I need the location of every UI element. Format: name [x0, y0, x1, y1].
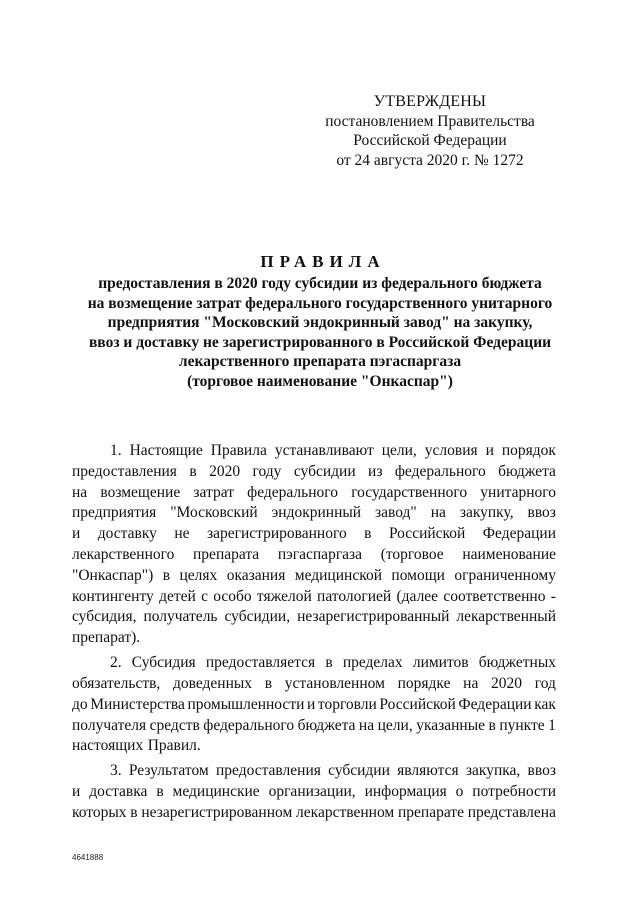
- paragraph-line: получателя средств федерального бюджета на цели, указанные в пункте 1: [72, 716, 556, 734]
- paragraph-line: субсидия, получатель субсидии, незарегистрированный лекарственный: [72, 608, 556, 626]
- document-subtitle: [40, 274, 600, 391]
- approval-heading: УТВЕРЖДЕНЫ: [373, 93, 487, 110]
- paragraph-line: 1. Настоящие Правила устанавливают цели, условия и порядок: [110, 442, 556, 459]
- paragraph-line: и доставка в медицинские организации, информация о потребности: [72, 783, 556, 801]
- document-title: ПРАВИЛА: [260, 252, 386, 271]
- paragraph-line: настоящих Правил.: [72, 737, 201, 755]
- paragraph-line: лекарственного препарата пэгаспаргаза (торговое наименование: [72, 545, 556, 563]
- subtitle-line: лекарственного препарата пэгаспаргаза: [178, 353, 462, 370]
- paragraph-line: до Министерства промышленности и торговли Российской Федерации как: [72, 695, 556, 713]
- subtitle-line: предоставления в 2020 году субсидии из федерального бюджета: [98, 275, 542, 292]
- paragraph-line: контингенту детей с особо тяжелой патологией (далее соответственно -: [72, 587, 556, 605]
- paragraph-line: предприятия "Московский эндокринный завод" на закупку, ввоз: [72, 504, 556, 522]
- approval-line-1: постановлением Правительства: [325, 112, 535, 130]
- approval-block: [310, 92, 550, 170]
- paragraph: [72, 761, 556, 823]
- paragraph-line: предоставления в 2020 году субсидии из федерального бюджета: [72, 462, 556, 480]
- paragraph-line: "Онкаспар") в целях оказания медицинской помощи ограниченному: [72, 566, 556, 584]
- subtitle-line: ввоз и доставку не зарегистрированного в Российской Федерации: [88, 333, 552, 351]
- paragraph: [72, 653, 556, 757]
- paragraph: [72, 441, 556, 649]
- approval-line-2: Российской Федерации: [353, 132, 507, 149]
- subtitle-line: на возмещение затрат федерального государственного унитарного: [87, 294, 553, 312]
- subtitle-line: (торговое наименование "Онкаспар"): [187, 372, 453, 390]
- paragraph-line: препарат).: [72, 629, 141, 647]
- document-body: [72, 441, 556, 824]
- paragraph-line: на возмещение затрат федерального государственного унитарного: [72, 483, 556, 501]
- subtitle-line: предприятия "Московский эндокринный завод" на закупку,: [107, 314, 533, 331]
- paragraph-line: которых в незарегистрированном лекарственном препарате представлена: [72, 803, 556, 821]
- approval-line-3: от 24 августа 2020 г. № 1272: [336, 151, 524, 169]
- paragraph-line: обязательств, доведенных в установленном порядке на 2020 год: [72, 674, 556, 692]
- document-code: 4641888: [72, 853, 104, 862]
- paragraph-line: и доставку не зарегистрированного в Российской Федерации: [72, 525, 556, 543]
- paragraph-line: 2. Субсидия предоставляется в пределах лимитов бюджетных: [110, 654, 556, 672]
- paragraph-line: 3. Результатом предоставления субсидии являются закупка, ввоз: [110, 762, 556, 780]
